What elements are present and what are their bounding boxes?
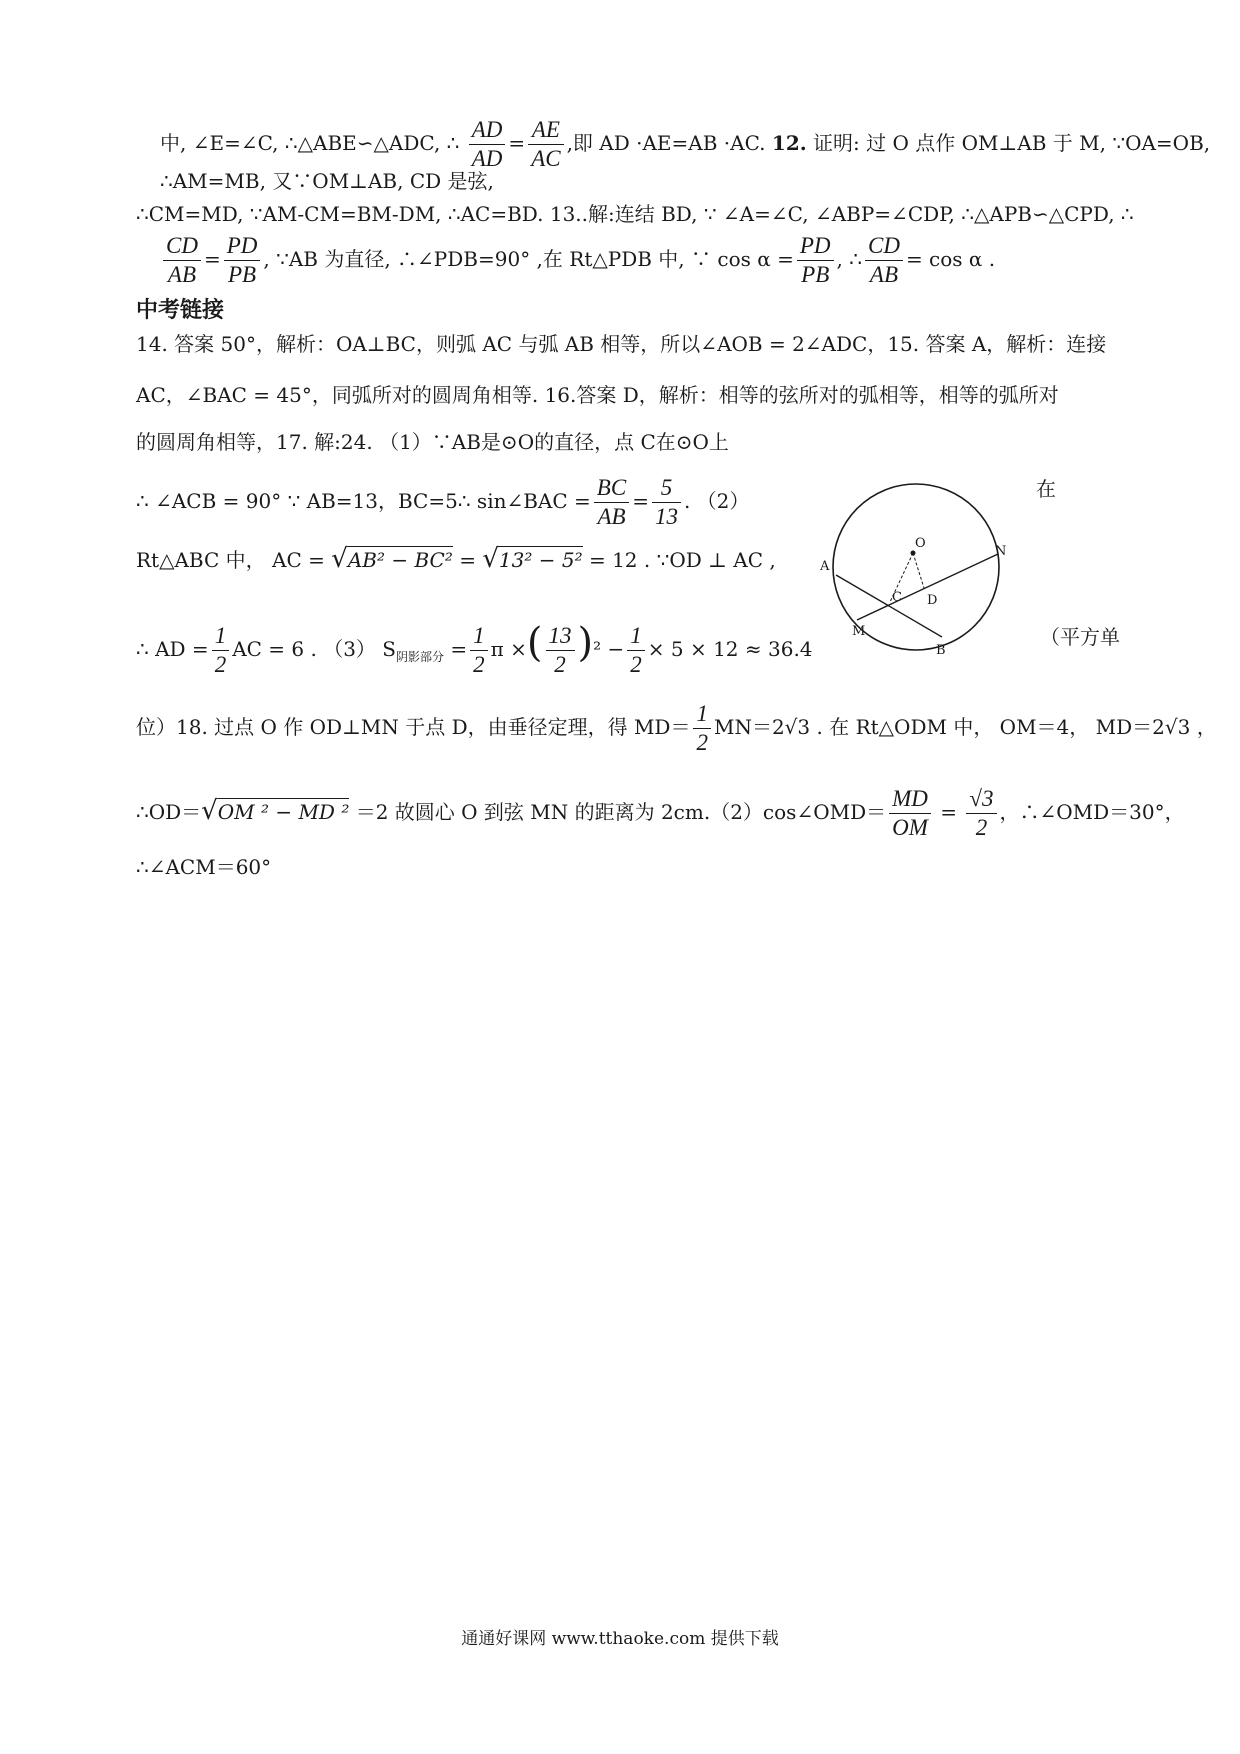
fraction-md-om: $\frac{MD}{OM}$ (889, 785, 931, 842)
text-segment: AC = 6 . （3） S (232, 637, 396, 661)
fraction-bc-ab: $\frac{BC}{AB}$ (594, 474, 629, 531)
text-line-8-tail: 在 (1036, 477, 1056, 501)
text-segment: ∴ AD = (136, 637, 209, 661)
page-footer: 通通好课网 www.tthaoke.com 提供下载 (461, 1629, 779, 1649)
fraction-cd-ab: $\frac{CD}{AB}$ (163, 232, 201, 289)
label-m: M (852, 624, 866, 639)
fraction-5-13: $\frac{5}{13}$ (652, 474, 681, 531)
fraction-half-2: $\frac{1}{2}$ (470, 622, 488, 679)
fraction-ad-ad: $\frac{AD}{AD}$ (469, 116, 506, 173)
text-segment: = (452, 548, 483, 572)
text-line-2: ∴AM=MB, 又∵OM⊥AB, CD 是弦, (160, 169, 494, 193)
text-line-5: 14. 答案 50°，解析：OA⊥BC，则弧 AC 与弧 AB 相等，所以∠AOB = 2∠ADC，15. 答案 A，解析：连接 (136, 332, 1107, 356)
label-a: A (820, 559, 830, 574)
fraction-half-1: $\frac{1}{2}$ (212, 622, 230, 679)
problem-number: 12. (771, 131, 807, 155)
text-line-3: ∴CM=MD, ∵AM-CM=BM-DM, ∴AC=BD. 13..解:连结 BD, ∵ ∠A=∠C, ∠ABP=∠CDP, ∴△APB∽△CPD, ∴ (136, 202, 1134, 226)
fraction-half-4: $\frac{1}{2}$ (693, 700, 711, 757)
text-segment: ＝2 故圆心 O 到弦 MN 的距离为 2cm.（2）cos∠OMD＝ (349, 800, 887, 824)
sqrt-radicand: AB² − BC² (347, 548, 453, 572)
label-d: D (927, 593, 938, 608)
text-segment: 证明: 过 O 点作 OM⊥AB 于 M, ∵OA=OB, (806, 131, 1211, 155)
circle-diagram (812, 474, 1014, 664)
text-segment: MN＝2√3 . 在 Rt△ODM 中， OM＝4， MD＝2√3 ， (713, 715, 1217, 739)
text-line-10-tail: （平方单 (1040, 625, 1120, 649)
text-segment: ，∴∠OMD＝30°， (999, 800, 1185, 824)
text-segment: = (632, 489, 649, 513)
fraction-half-3: $\frac{1}{2}$ (627, 622, 645, 679)
text-segment: × 5 × 12 ≈ 36.4 (647, 637, 813, 661)
fraction-pd-pb-2: $\frac{PD}{PB}$ (797, 232, 834, 289)
text-line-7: 的圆周角相等，17. 解:24. （1）∵AB是⊙O的直径，点 C在⊙O上 (136, 430, 729, 454)
subscript-shaded: 阴影部分 (396, 650, 445, 664)
fraction-sqrt3-2: $\frac{√3}{2}$ (966, 785, 996, 842)
label-n: N (995, 544, 1007, 559)
text-segment: ² − (593, 637, 625, 661)
text-line-9: Rt△ABC 中， AC = √AB² − BC² = √13² − 5² = 12 . ∵OD ⊥ AC , (136, 544, 776, 574)
text-line-8 (136, 474, 749, 531)
text-line-13: ∴∠ACM＝60° (136, 855, 272, 879)
text-line-6: AC，∠BAC = 45°，同弧所对的圆周角相等. 16.答案 D，解析：相等的弦所对的弧相等，相等的弧所对 (136, 383, 1059, 407)
center-point (911, 551, 916, 556)
text-segment: π × (490, 637, 527, 661)
text-segment: ,即 AD ·AE=AB ·AC. (566, 131, 766, 155)
text-line-11 (136, 700, 1217, 757)
text-segment: ∴OD＝ (136, 800, 202, 824)
sqrt-radicand: 13² − 5² (498, 548, 583, 572)
text-segment: = (933, 800, 964, 824)
section-heading: 中考链接 (136, 298, 225, 323)
text-segment: = (444, 637, 468, 661)
segment-od (913, 553, 924, 588)
text-segment: Rt△ABC 中， AC = (136, 548, 332, 572)
text-line-1: 中, ∠E=∠C, ∴△ABE∽△ADC, ∴ $\frac{AD}{AD}$ = $\frac{AE}{AC}$ ,即 AD ·AE=AB ·AC. 12. 证明: 过 O 点作 OM⊥AB 于 M, ∵OA=OB, (160, 117, 1211, 171)
text-segment: , ∵AB 为直径, ∴∠PDB=90° ,在 Rt△PDB 中, ∵ cos α = (263, 247, 794, 271)
text-segment: , ∴ (836, 247, 862, 271)
label-o: O (915, 536, 926, 551)
text-segment: 中, ∠E=∠C, ∴△ABE∽△ADC, ∴ (160, 131, 460, 155)
label-b: B (936, 643, 946, 658)
text-segment: = 12 . ∵OD ⊥ AC , (582, 548, 776, 572)
text-line-4: $\frac{CD}{AB}$ = $\frac{PD}{PB}$ , ∵AB 为直径, ∴∠PDB=90° ,在 Rt△PDB 中, ∵ cos α = $\frac{PD}{PB}$ , ∴ $\frac{CD}{AB}$ = cos α . (160, 232, 995, 289)
text-line-12: ∴OD＝√OM ² − MD ² ＝2 故圆心 O 到弦 MN 的距离为 2cm.（2）cos∠OMD＝ $\frac{MD}{OM}$ = $\frac{√3}{2}$ ，∴∠OMD＝30°， (136, 786, 1185, 840)
sqrt-radicand: OM ² − MD ² (217, 800, 350, 824)
text-line-10: ∴ AD = $\frac{1}{2}$ AC = 6 . （3） $S_{阴影部分}$ = $\frac{1}{2}$ π ×( $\frac{13}{2}$ )² − $\frac{1}{2}$ × 5 × 12 ≈ 36.4 (136, 620, 813, 677)
fraction-cd-ab-2: $\frac{CD}{AB}$ (865, 232, 903, 289)
fraction-pd-pb: $\frac{PD}{PB}$ (224, 232, 261, 289)
fraction-ae-ac: $\frac{AE}{AC}$ (528, 116, 563, 173)
text-segment: . （2） (683, 489, 750, 513)
label-c: C (892, 590, 902, 605)
text-segment: = cos α . (905, 247, 996, 271)
text-segment: ∴ ∠ACB = 90° ∵ AB=13，BC=5∴ sin∠BAC = (136, 489, 591, 513)
circle-diagram-svg (812, 474, 1014, 664)
text-segment: 位）18. 过点 O 作 OD⊥MN 于点 D，由垂径定理，得 MD＝ (136, 715, 691, 739)
fraction-13-2: $\frac{13}{2}$ (546, 622, 575, 679)
chord-mn (857, 554, 998, 620)
